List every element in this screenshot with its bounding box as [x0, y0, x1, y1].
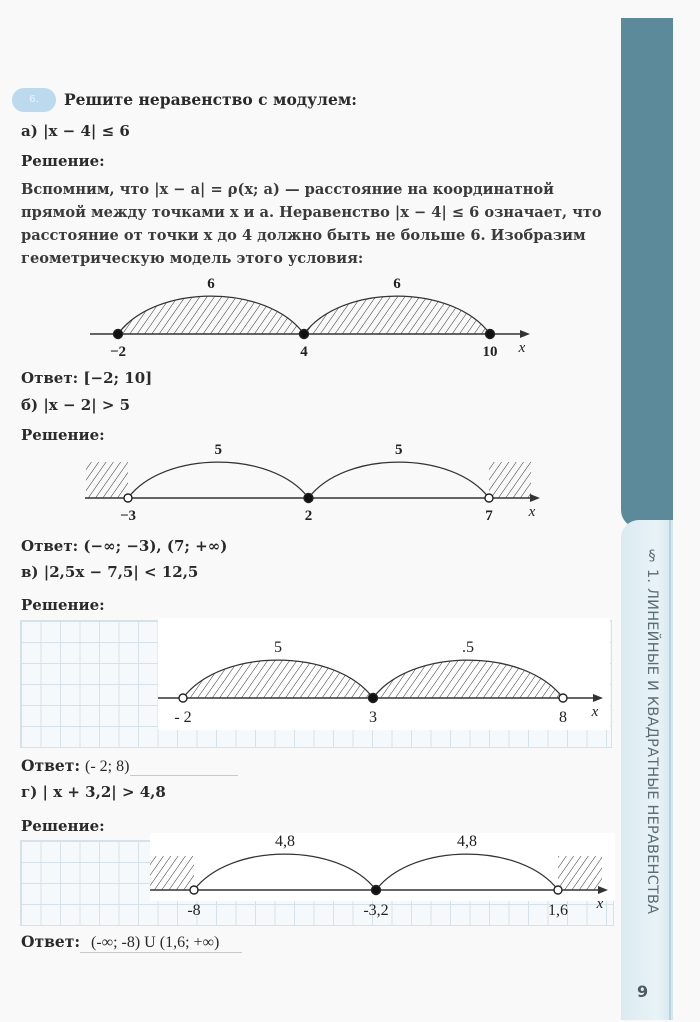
filled-point [372, 886, 381, 895]
point-label: −3 [119, 508, 137, 524]
arc-hatch-fill [373, 660, 563, 698]
point-label: 3 [369, 709, 377, 726]
answer-underline-d [80, 952, 242, 953]
answer-d [21, 932, 219, 952]
distance-arc [194, 854, 376, 890]
axis-label: x [591, 704, 599, 720]
answer-underline-c [130, 775, 238, 776]
solution-label-d: Решение: [21, 817, 105, 835]
arc-distance-label: 5 [214, 442, 222, 458]
answer-a [21, 369, 152, 387]
open-point [190, 886, 198, 894]
point-label: - 2 [174, 709, 192, 726]
point-label: -8 [187, 902, 201, 919]
arc-hatch-fill [118, 296, 304, 334]
open-point [485, 494, 493, 502]
arc-distance-label: 6 [393, 276, 401, 292]
answer-label: Ответ: [21, 537, 79, 555]
outer-hatch-right [558, 856, 602, 890]
answer-value: (−∞; −3), (7; +∞) [83, 537, 228, 555]
answer-label: Ответ: [21, 932, 81, 951]
distance-arc [376, 854, 558, 890]
answer-label: Ответ: [21, 756, 81, 775]
answer-value: (- 2; 8) [85, 758, 130, 775]
axis-arrow-icon [530, 494, 540, 502]
axis-label: x [528, 504, 536, 520]
axis-arrow-icon [598, 886, 608, 894]
point-label: -3,2 [363, 902, 389, 919]
point-label: 8 [559, 709, 567, 726]
chapter-title: § 1. ЛИНЕЙНЫЕ И КВАДРАТНЫЕ НЕРАВЕНСТВА [644, 548, 660, 915]
solution-label-a: Решение: [21, 152, 105, 170]
axis-arrow-icon [593, 694, 603, 702]
solution-label-c: Решение: [21, 596, 105, 614]
answer-value: [−2; 10] [83, 369, 153, 387]
open-point [179, 694, 187, 702]
arc-distance-label: 4,8 [275, 833, 295, 850]
axis-label: x [596, 896, 604, 912]
filled-point [486, 330, 495, 339]
filled-point [369, 694, 378, 703]
part-label: б) [21, 396, 39, 414]
axis-label: x [518, 340, 526, 356]
number-line-a [85, 272, 535, 364]
arc-distance-label: 6 [207, 276, 215, 292]
number-line-b [80, 436, 560, 528]
filled-point [304, 494, 313, 503]
part-label: г) [21, 783, 38, 801]
exercise-number-badge: 6. [12, 88, 56, 112]
axis-arrow-icon [520, 330, 530, 338]
solution-label-b: Решение: [21, 426, 105, 444]
arc-distance-label: 5 [395, 442, 403, 458]
inequality: |x − 2| > 5 [43, 396, 131, 414]
answer-c [21, 756, 129, 776]
explanation-paragraph: Вспомним, что |x − a| = ρ(x; a) — расстояние на координатной прямой между точками x и a. Неравенство |x − 4| ≤ 6 означает, что расстояние от точки x до 4 должно быть не больше 6. Изобразим геометрическую модель этого условия: [21, 181, 602, 267]
point-label: 10 [482, 344, 498, 360]
point-label: 1,6 [548, 902, 568, 919]
inequality: |2,5x − 7,5| < 12,5 [43, 563, 199, 581]
part-d-inequality [21, 783, 166, 801]
arc-distance-label: .5 [462, 639, 474, 656]
open-point [559, 694, 567, 702]
distance-arc [309, 462, 490, 498]
part-label: в) [21, 563, 39, 581]
number-line-c [158, 618, 610, 730]
outer-hatch-left [150, 856, 194, 890]
part-a-inequality [21, 122, 130, 140]
answer-value: (-∞; -8) U (1,6; +∞) [91, 934, 220, 951]
number-line-d [150, 833, 615, 928]
answer-label: Ответ: [21, 369, 79, 387]
answer-b [21, 537, 227, 555]
arc-distance-label: 5 [274, 639, 282, 656]
outer-hatch-left [86, 462, 128, 498]
chapter-tab-dark [621, 18, 673, 528]
page-number: 9 [637, 982, 649, 1001]
open-point [554, 886, 562, 894]
open-point [124, 494, 132, 502]
inequality: |x − 4| ≤ 6 [43, 122, 130, 140]
filled-point [300, 330, 309, 339]
part-label: а) [21, 122, 38, 140]
point-label: 4 [300, 344, 308, 360]
part-c-inequality [21, 563, 198, 581]
point-label: −2 [109, 344, 127, 360]
inequality: | x + 3,2| > 4,8 [42, 783, 166, 801]
part-b-inequality [21, 396, 130, 414]
exercise-heading: Решите неравенство с модулем: [64, 90, 358, 109]
outer-hatch-right [489, 462, 531, 498]
arc-distance-label: 4,8 [457, 833, 477, 850]
arc-hatch-fill [304, 296, 490, 334]
distance-arc [128, 462, 309, 498]
filled-point [114, 330, 123, 339]
point-label: 7 [485, 508, 493, 524]
arc-hatch-fill [183, 660, 373, 698]
point-label: 2 [304, 508, 313, 524]
